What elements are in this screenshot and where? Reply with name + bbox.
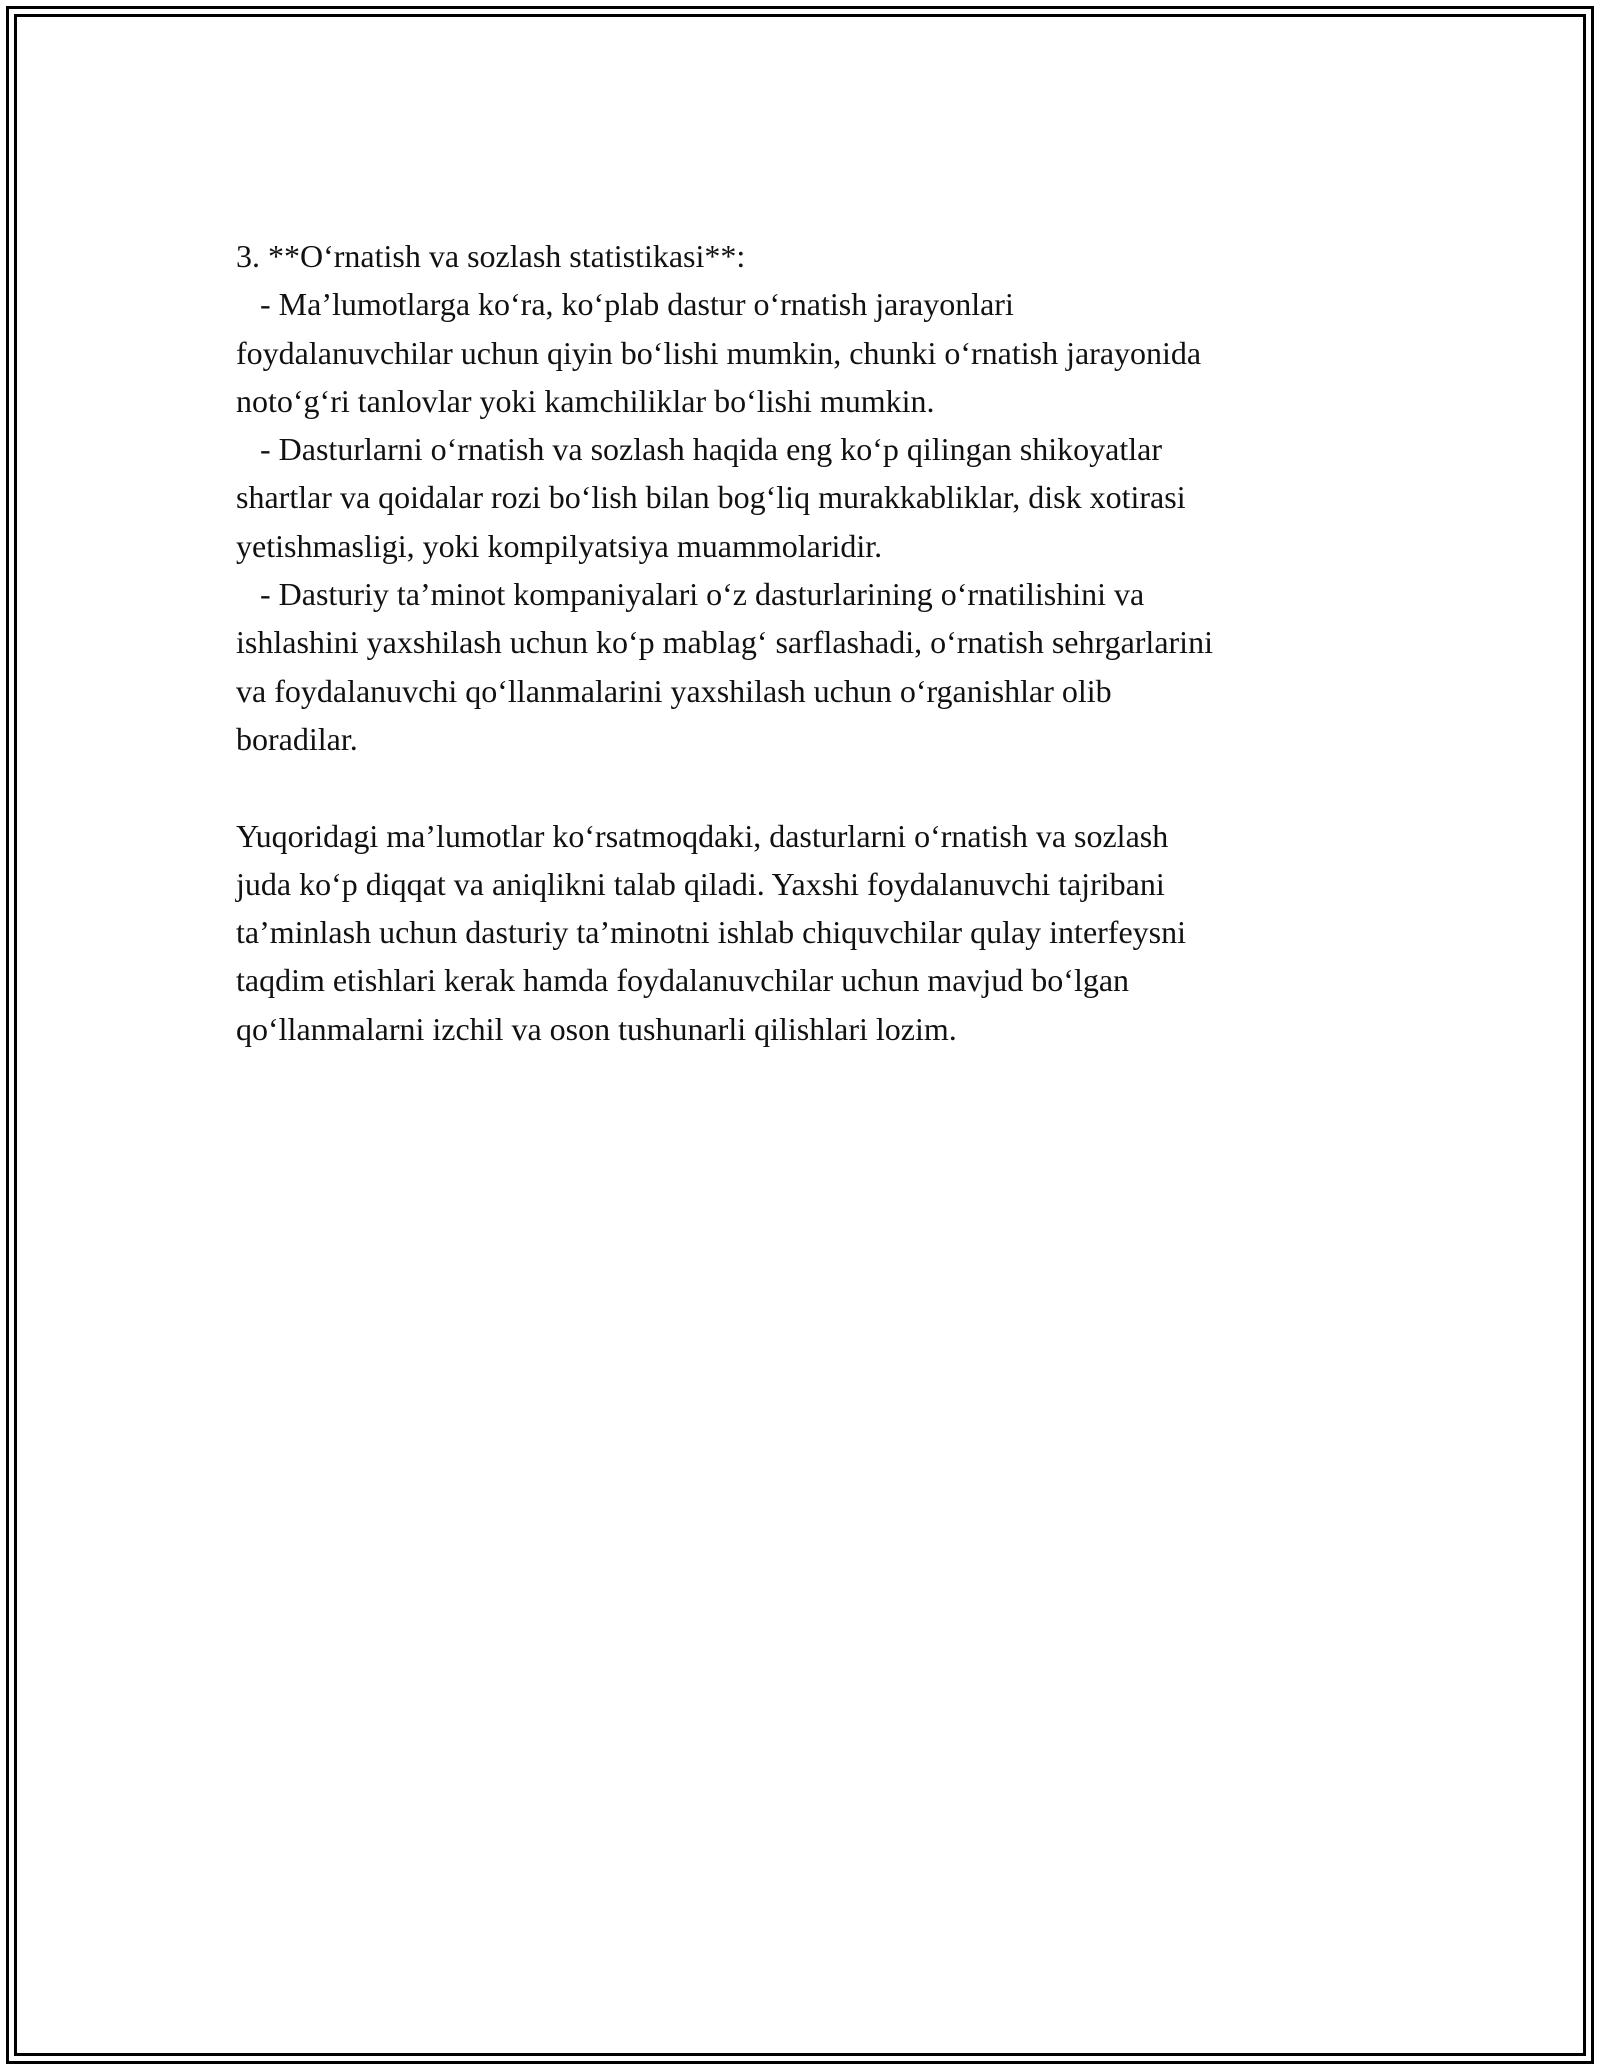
conclusion-line-4: taqdim etishlari kerak hamda foydalanuvchilar uchun mavjud bo‘lgan	[236, 962, 1130, 999]
conclusion-line-1: Yuqoridagi ma’lumotlar ko‘rsatmoqdaki, dasturlarni o‘rnatish va sozlash	[236, 817, 1169, 854]
bullet-item-2	[236, 425, 1416, 570]
bullet-1-line-2: foydalanuvchilar uchun qiyin bo‘lishi mumkin, chunki o‘rnatish jarayonida	[236, 334, 1202, 371]
bullet-3-line-1: - Dasturiy ta’minot kompaniyalari o‘z dasturlarining o‘rnatilishini va	[236, 576, 1145, 613]
bullet-item-1	[236, 280, 1416, 425]
bullet-2-line-2: shartlar va qoidalar rozi bo‘lish bilan bog‘liq murakkabliklar, disk xotirasi	[236, 479, 1186, 516]
bullet-item-3	[236, 570, 1416, 763]
document-body	[236, 232, 1416, 1053]
conclusion-paragraph	[236, 812, 1416, 1053]
bullet-1-line-3: noto‘g‘ri tanlovlar yoki kamchiliklar bo‘lishi mumkin.	[236, 382, 935, 419]
section-heading: 3. **O‘rnatish va sozlash statistikasi**:	[236, 238, 746, 274]
conclusion-line-2: juda ko‘p diqqat va aniqlikni talab qiladi. Yaxshi foydalanuvchi tajribani	[236, 865, 1165, 902]
conclusion-line-5: qo‘llanmalarni izchil va oson tushunarli qilishlari lozim.	[236, 1010, 957, 1047]
bullet-2-line-1: - Dasturlarni o‘rnatish va sozlash haqida eng ko‘p qilingan shikoyatlar	[236, 431, 1162, 468]
bullet-2-line-3: yetishmasligi, yoki kompilyatsiya muammolaridir.	[236, 527, 883, 564]
bullet-1-line-1: - Ma’lumotlarga ko‘ra, ko‘plab dastur o‘rnatish jarayonlari	[236, 286, 1014, 323]
bullet-3-line-2: ishlashini yaxshilash uchun ko‘p mablag‘ sarflashadi, o‘rnatish sehrgarlarini	[236, 624, 1213, 661]
bullet-3-line-3: va foydalanuvchi qo‘llanmalarini yaxshilash uchun o‘rganishlar olib	[236, 672, 1112, 709]
bullet-3-line-4: boradilar.	[236, 720, 358, 757]
paragraph-spacer	[236, 763, 1416, 811]
conclusion-line-3: ta’minlash uchun dasturiy ta’minotni ishlab chiquvchilar qulay interfeysni	[236, 914, 1186, 951]
